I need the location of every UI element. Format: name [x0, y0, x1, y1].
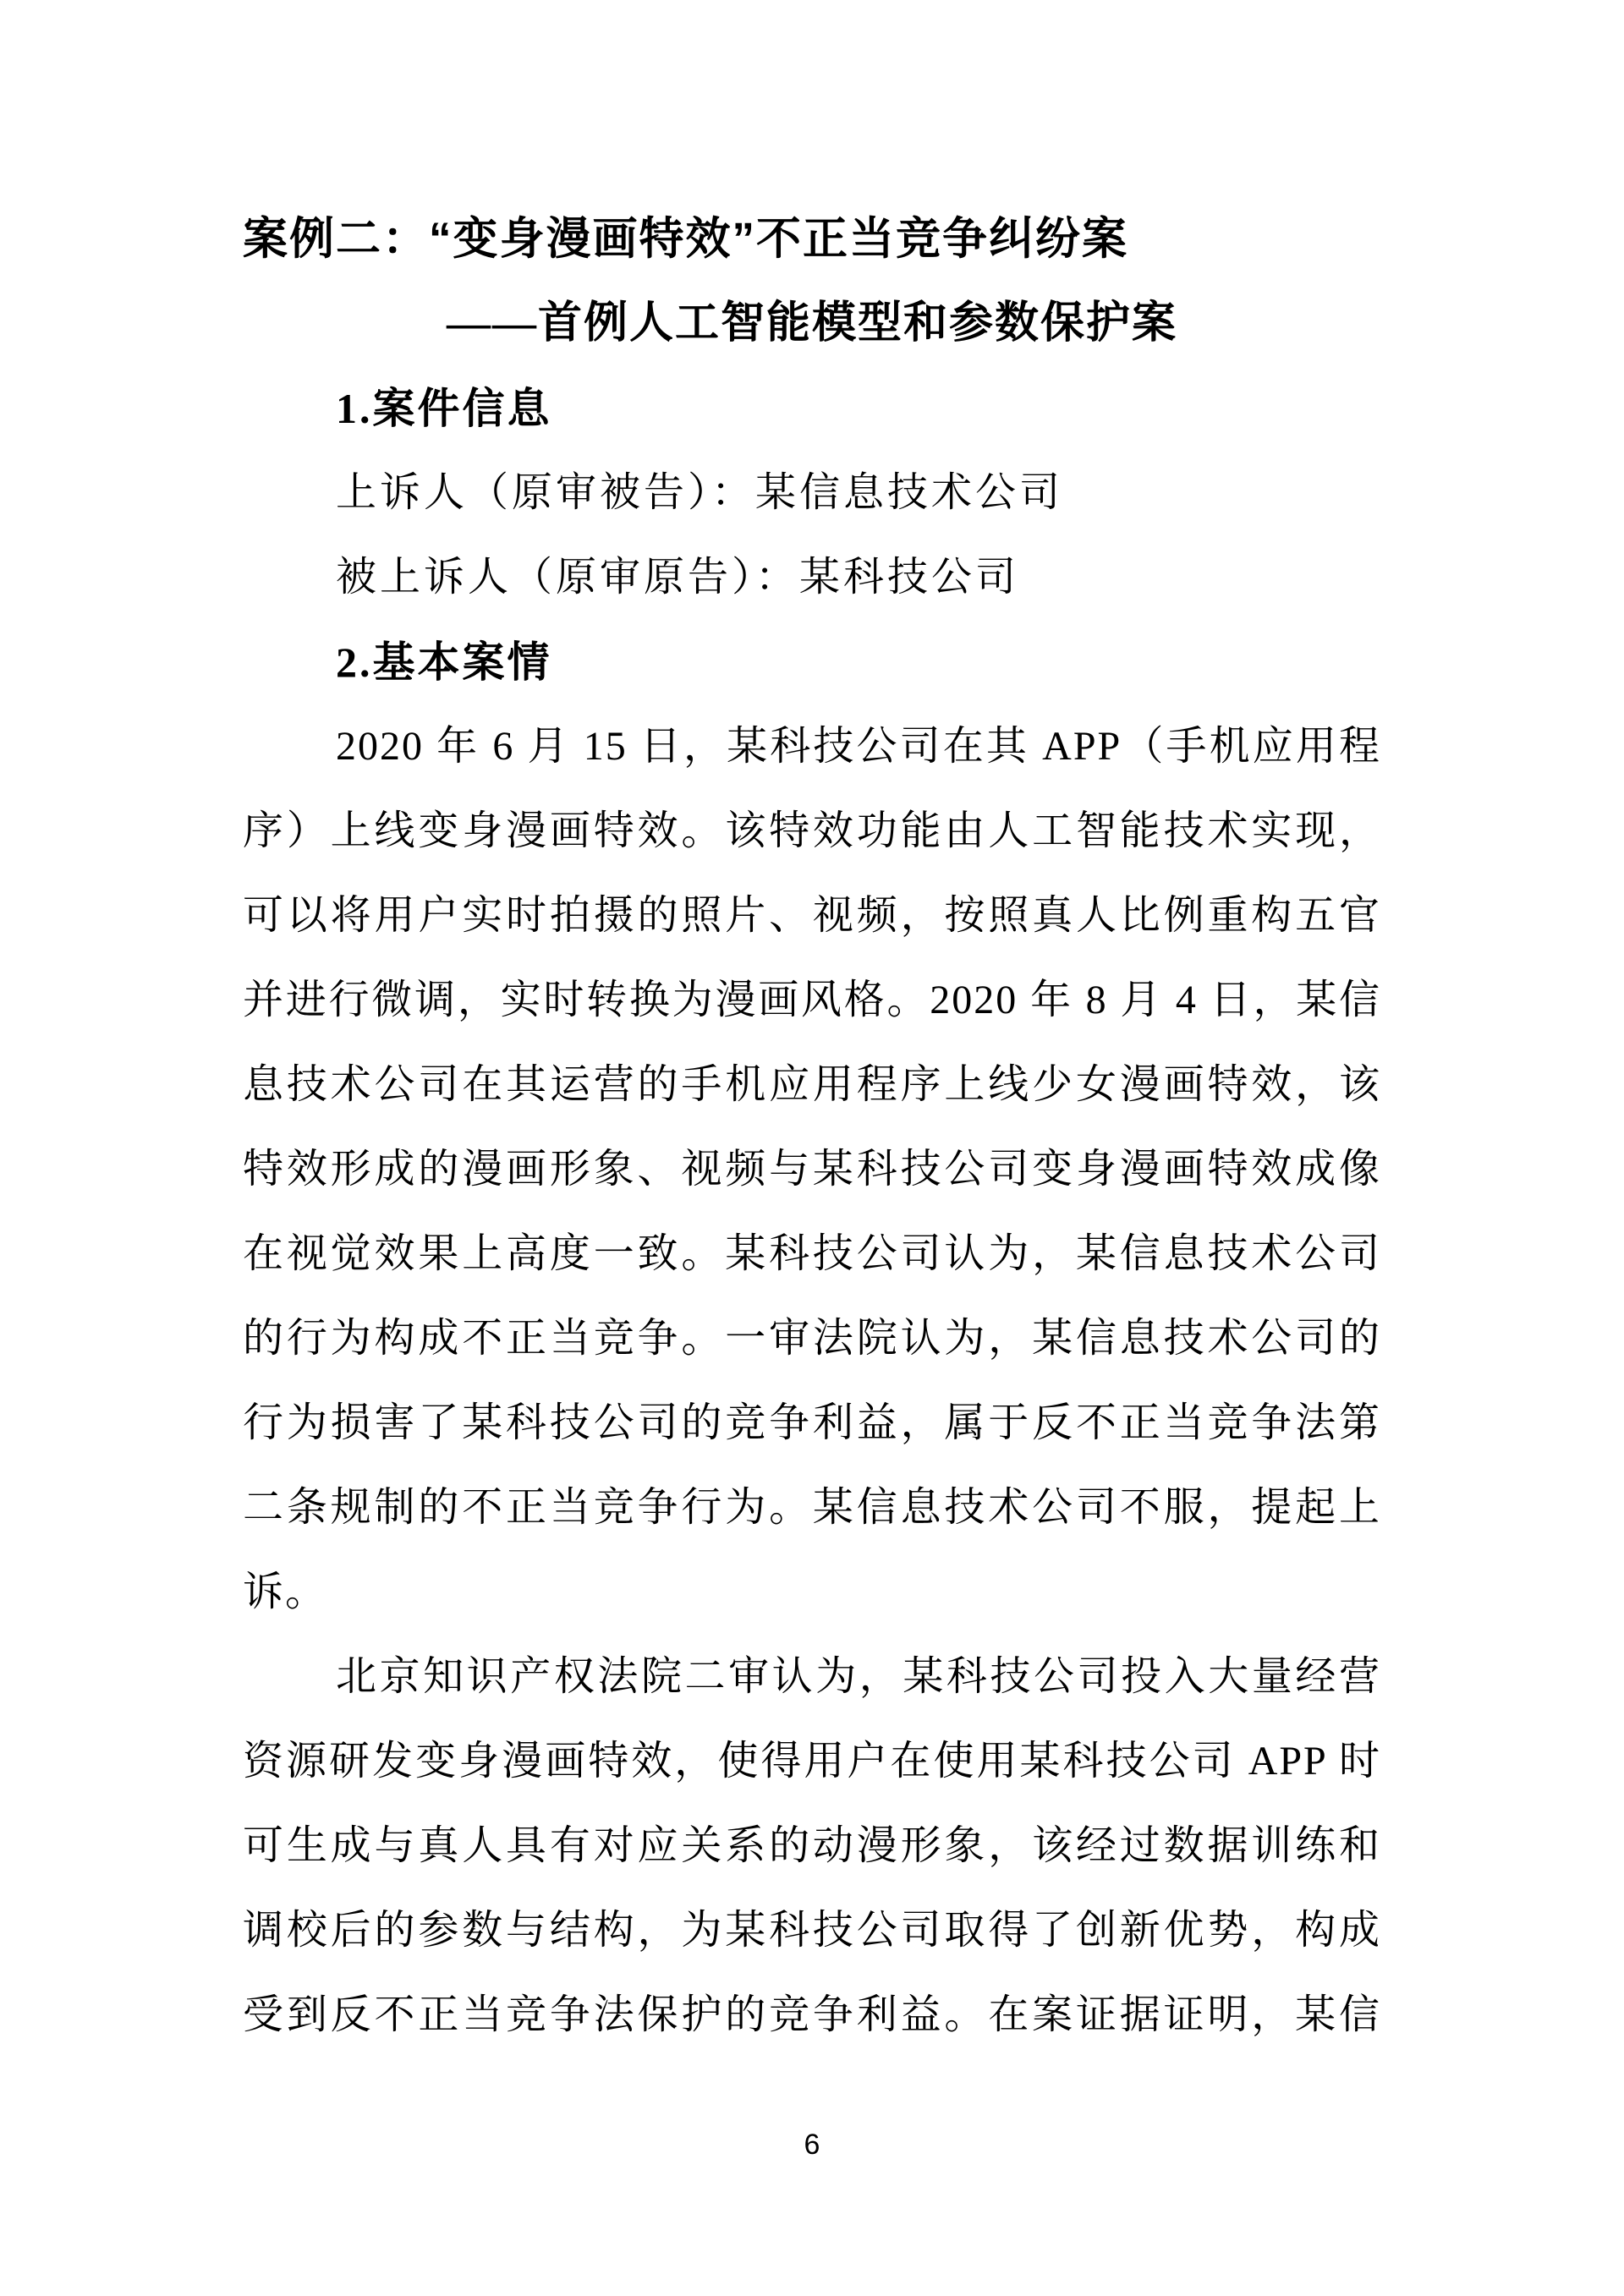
text-line: 并进行微调，实时转换为漫画风格。2020 年 8 月 4 日，某信 [243, 978, 1381, 1022]
text-line: 资源研发变身漫画特效，使得用户在使用某科技公司 APP 时 [243, 1739, 1381, 1784]
text-line: 可以将用户实时拍摄的照片、视频，按照真人比例重构五官 [243, 893, 1381, 938]
text-line: 2020 年 6 月 15 日，某科技公司在其 APP（手机应用程 [336, 724, 1381, 769]
case-subtitle: ——首例人工智能模型和参数保护案 [446, 299, 1177, 348]
text-line: 的行为构成不正当竞争。一审法院认为，某信息技术公司的 [243, 1316, 1381, 1361]
text-line: 行为损害了某科技公司的竞争利益，属于反不正当竞争法第 [243, 1400, 1381, 1445]
text-line: 调校后的参数与结构，为某科技公司取得了创新优势，构成 [243, 1908, 1381, 1953]
text-line: 息技术公司在其运营的手机应用程序上线少女漫画特效，该 [243, 1062, 1381, 1107]
party-line-appellee: 被上诉人（原审原告）：某科技公司 [336, 555, 1020, 600]
page-number: 6 [804, 2129, 820, 2161]
party-line-appellant: 上诉人（原审被告）：某信息技术公司 [336, 470, 1064, 515]
text-line: 受到反不正当竞争法保护的竞争利益。在案证据证明，某信 [243, 1992, 1381, 2037]
paragraph-basic-facts-1 [243, 704, 1381, 1635]
section-heading-case-info: 1.案件信息 [336, 385, 552, 432]
text-line: 序）上线变身漫画特效。该特效功能由人工智能技术实现， [243, 808, 1381, 853]
section-heading-basic-facts: 2.基本案情 [336, 638, 552, 686]
text-line: 特效形成的漫画形象、视频与某科技公司变身漫画特效成像 [243, 1147, 1381, 1192]
case-title: 案例二：“变身漫画特效”不正当竞争纠纷案 [243, 214, 1128, 264]
document-content [243, 197, 1381, 2058]
text-line: 在视觉效果上高度一致。某科技公司认为，某信息技术公司 [243, 1231, 1381, 1276]
paragraph-basic-facts-2 [243, 1635, 1381, 2058]
text-line: 诉。 [243, 1570, 328, 1614]
text-line: 可生成与真人具有对应关系的动漫形象，该经过数据训练和 [243, 1823, 1381, 1868]
text-line: 北京知识产权法院二审认为，某科技公司投入大量经营 [336, 1654, 1381, 1699]
text-line: 二条规制的不正当竞争行为。某信息技术公司不服，提起上 [243, 1485, 1381, 1530]
